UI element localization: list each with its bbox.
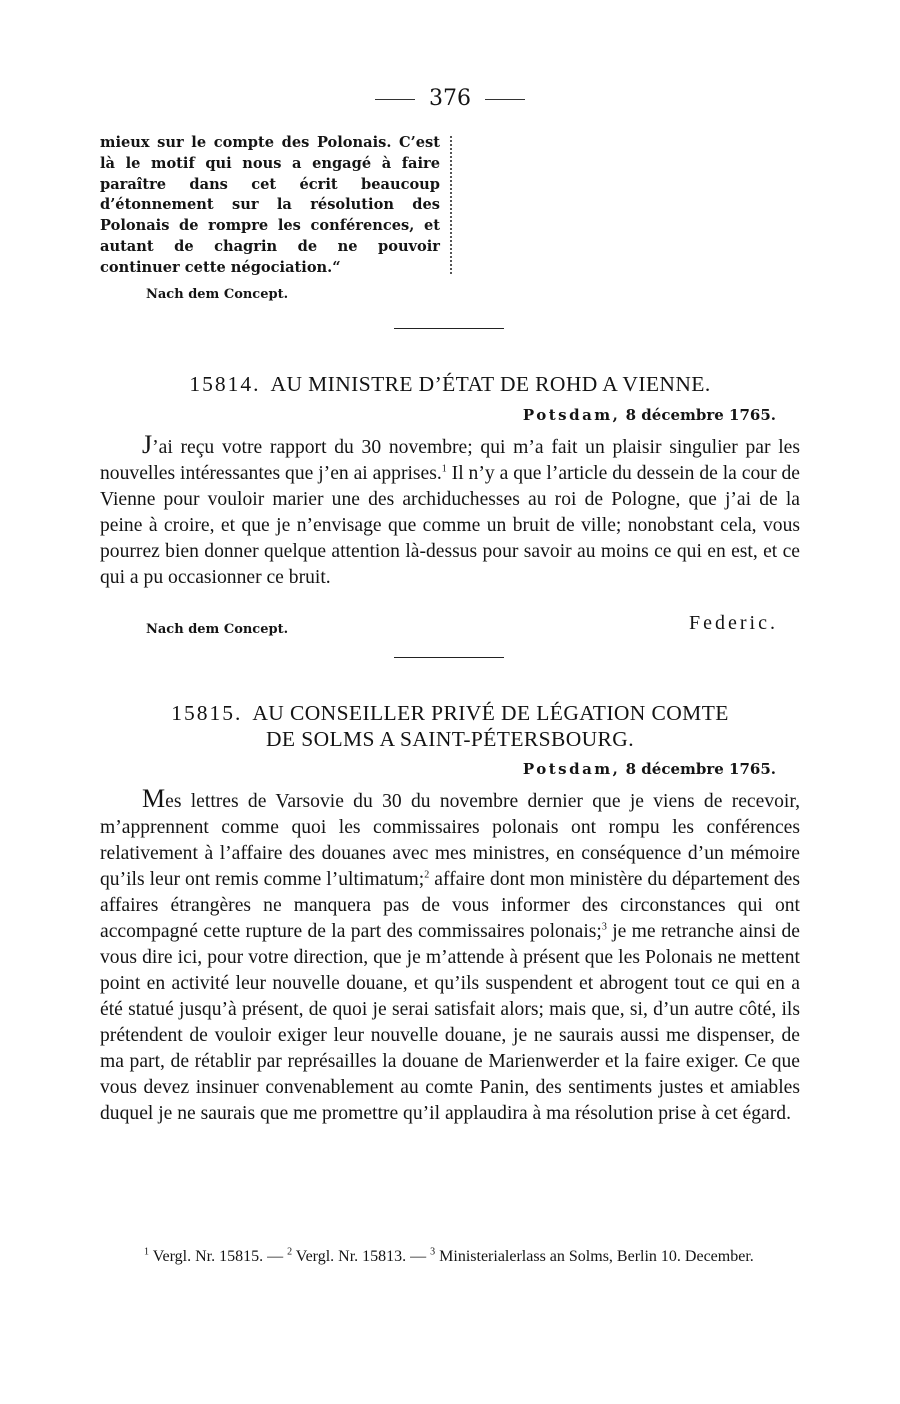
section-divider (394, 657, 504, 658)
footnote-mark: 1 (144, 1246, 149, 1258)
left-dash (375, 99, 415, 100)
letter-date-15814 (523, 406, 776, 424)
heading-line: DE SOLMS A SAINT-PÉTERSBOURG. (265, 727, 634, 751)
letter-number: 15814. (189, 372, 261, 396)
letter-number: 15815. (171, 701, 243, 725)
dotted-margin-line (450, 136, 452, 274)
signature: Federic. (689, 612, 778, 634)
source-note-prior: Nach dem Concept. (146, 287, 289, 302)
page-number: 376 (429, 86, 471, 111)
letter-paragraph (100, 786, 800, 1127)
footnote-ref: 1 (441, 463, 447, 475)
body-text: es lettres de Varsovie du 30 du novembre dernier que je viens de recevoir, m’apprennent comme quoi les commissaires polonais ont rompu les conférences relativement à l’affaire des douanes avec mes ministres, en conséquence d’un mémoire qu’ils leur ont remis comme l’ultimatum; (100, 791, 800, 890)
letter-heading-15814 (0, 372, 900, 397)
body-text: Il n’y a que l’article du dessein de la cour de Vienne pour vouloir marier une des archiduchesses au roi de Pologne, que j’ai de la peine à croire, et que je n’envisage que comme un bruit de ville; nonobstant cela, vous pourrez bien donner quelque attention là-dessus pour savoir au moins ce qui en est, et ce qui a pu occasionner ce bruit. (100, 463, 800, 588)
page-number-line (0, 86, 900, 111)
footnote-ref: 2 (424, 869, 430, 881)
initial-letter: J (142, 430, 153, 459)
letter-date: 8 décembre 1765. (625, 760, 776, 778)
body-text: ’ai reçu votre rapport du 30 novembre; qui m’a fait un plaisir singulier par les nouvelles intéressantes que j’en ai apprises. (100, 437, 800, 484)
letter-body-15814 (100, 432, 800, 591)
footnote-text: Vergl. Nr. 15815. — (149, 1248, 288, 1265)
footnote-mark: 2 (287, 1246, 293, 1258)
initial-letter: M (142, 784, 166, 813)
footnote-text: Ministerialerlass an Solms, Berlin 10. December. (435, 1248, 754, 1265)
footnotes (100, 1246, 800, 1268)
footnote-ref: 3 (601, 921, 607, 933)
letter-body-15815 (100, 786, 800, 1127)
prior-letter-quote (100, 133, 440, 279)
letter-heading-15815 (0, 700, 900, 752)
body-text: affaire dont mon ministère du département des affaires étrangères ne manquera pas de vous informer des circonstances qui ont accompagné cette rupture de la part des commissaires polonais; (100, 869, 800, 942)
quote-text: mieux sur le compte des Polonais. C’est là le motif qui nous a engagé à faire paraître dans cet écrit beaucoup d’étonnement sur la résolution des Polonais de rompre les conférences, et autant de chagrin de ne pouvoir continuer cette négociation.“ (100, 134, 440, 276)
right-dash (485, 99, 525, 100)
letter-title: AU CONSEILLER PRIVÉ DE LÉGATION COMTE (252, 701, 729, 725)
section-divider (394, 328, 504, 329)
letter-paragraph (100, 432, 800, 591)
footnote-line (100, 1246, 800, 1268)
body-text: je me retranche ainsi de vous dire ici, pour votre direction, que je m’attende à présent que les Polonais ne mettent point en activité leur nouvelle douane, et qu’ils suspendent et abrogent tout ce qui en a été statué jusqu’à présent, de quoi je serai satisfait alors; mais que, si, d’un autre côté, ils prétendent de vouloir exiger leur nouvelle douane, je ne saurais aussi me dispenser, de ma part, de rétablir par représailles la douane de Marienwerder et la faire exiger. Ce que vous devez insinuer convenablement au comte Panin, des sentiments justes et amiables duquel je ne saurais que me promettre qu’il applaudira à ma résolution prise à cet égard. (100, 921, 800, 1124)
letter-place: Potsdam, (522, 760, 621, 778)
footnote-mark: 3 (430, 1246, 436, 1258)
heading-line (0, 700, 900, 726)
source-note-15814: Nach dem Concept. (146, 622, 289, 637)
letter-place: Potsdam, (522, 406, 621, 424)
footnote-text: Vergl. Nr. 15813. — (292, 1248, 431, 1265)
letter-date: 8 décembre 1765. (625, 406, 776, 424)
letter-title: AU MINISTRE D’ÉTAT DE ROHD A VIENNE. (270, 372, 711, 396)
letter-date-15815 (523, 760, 776, 778)
